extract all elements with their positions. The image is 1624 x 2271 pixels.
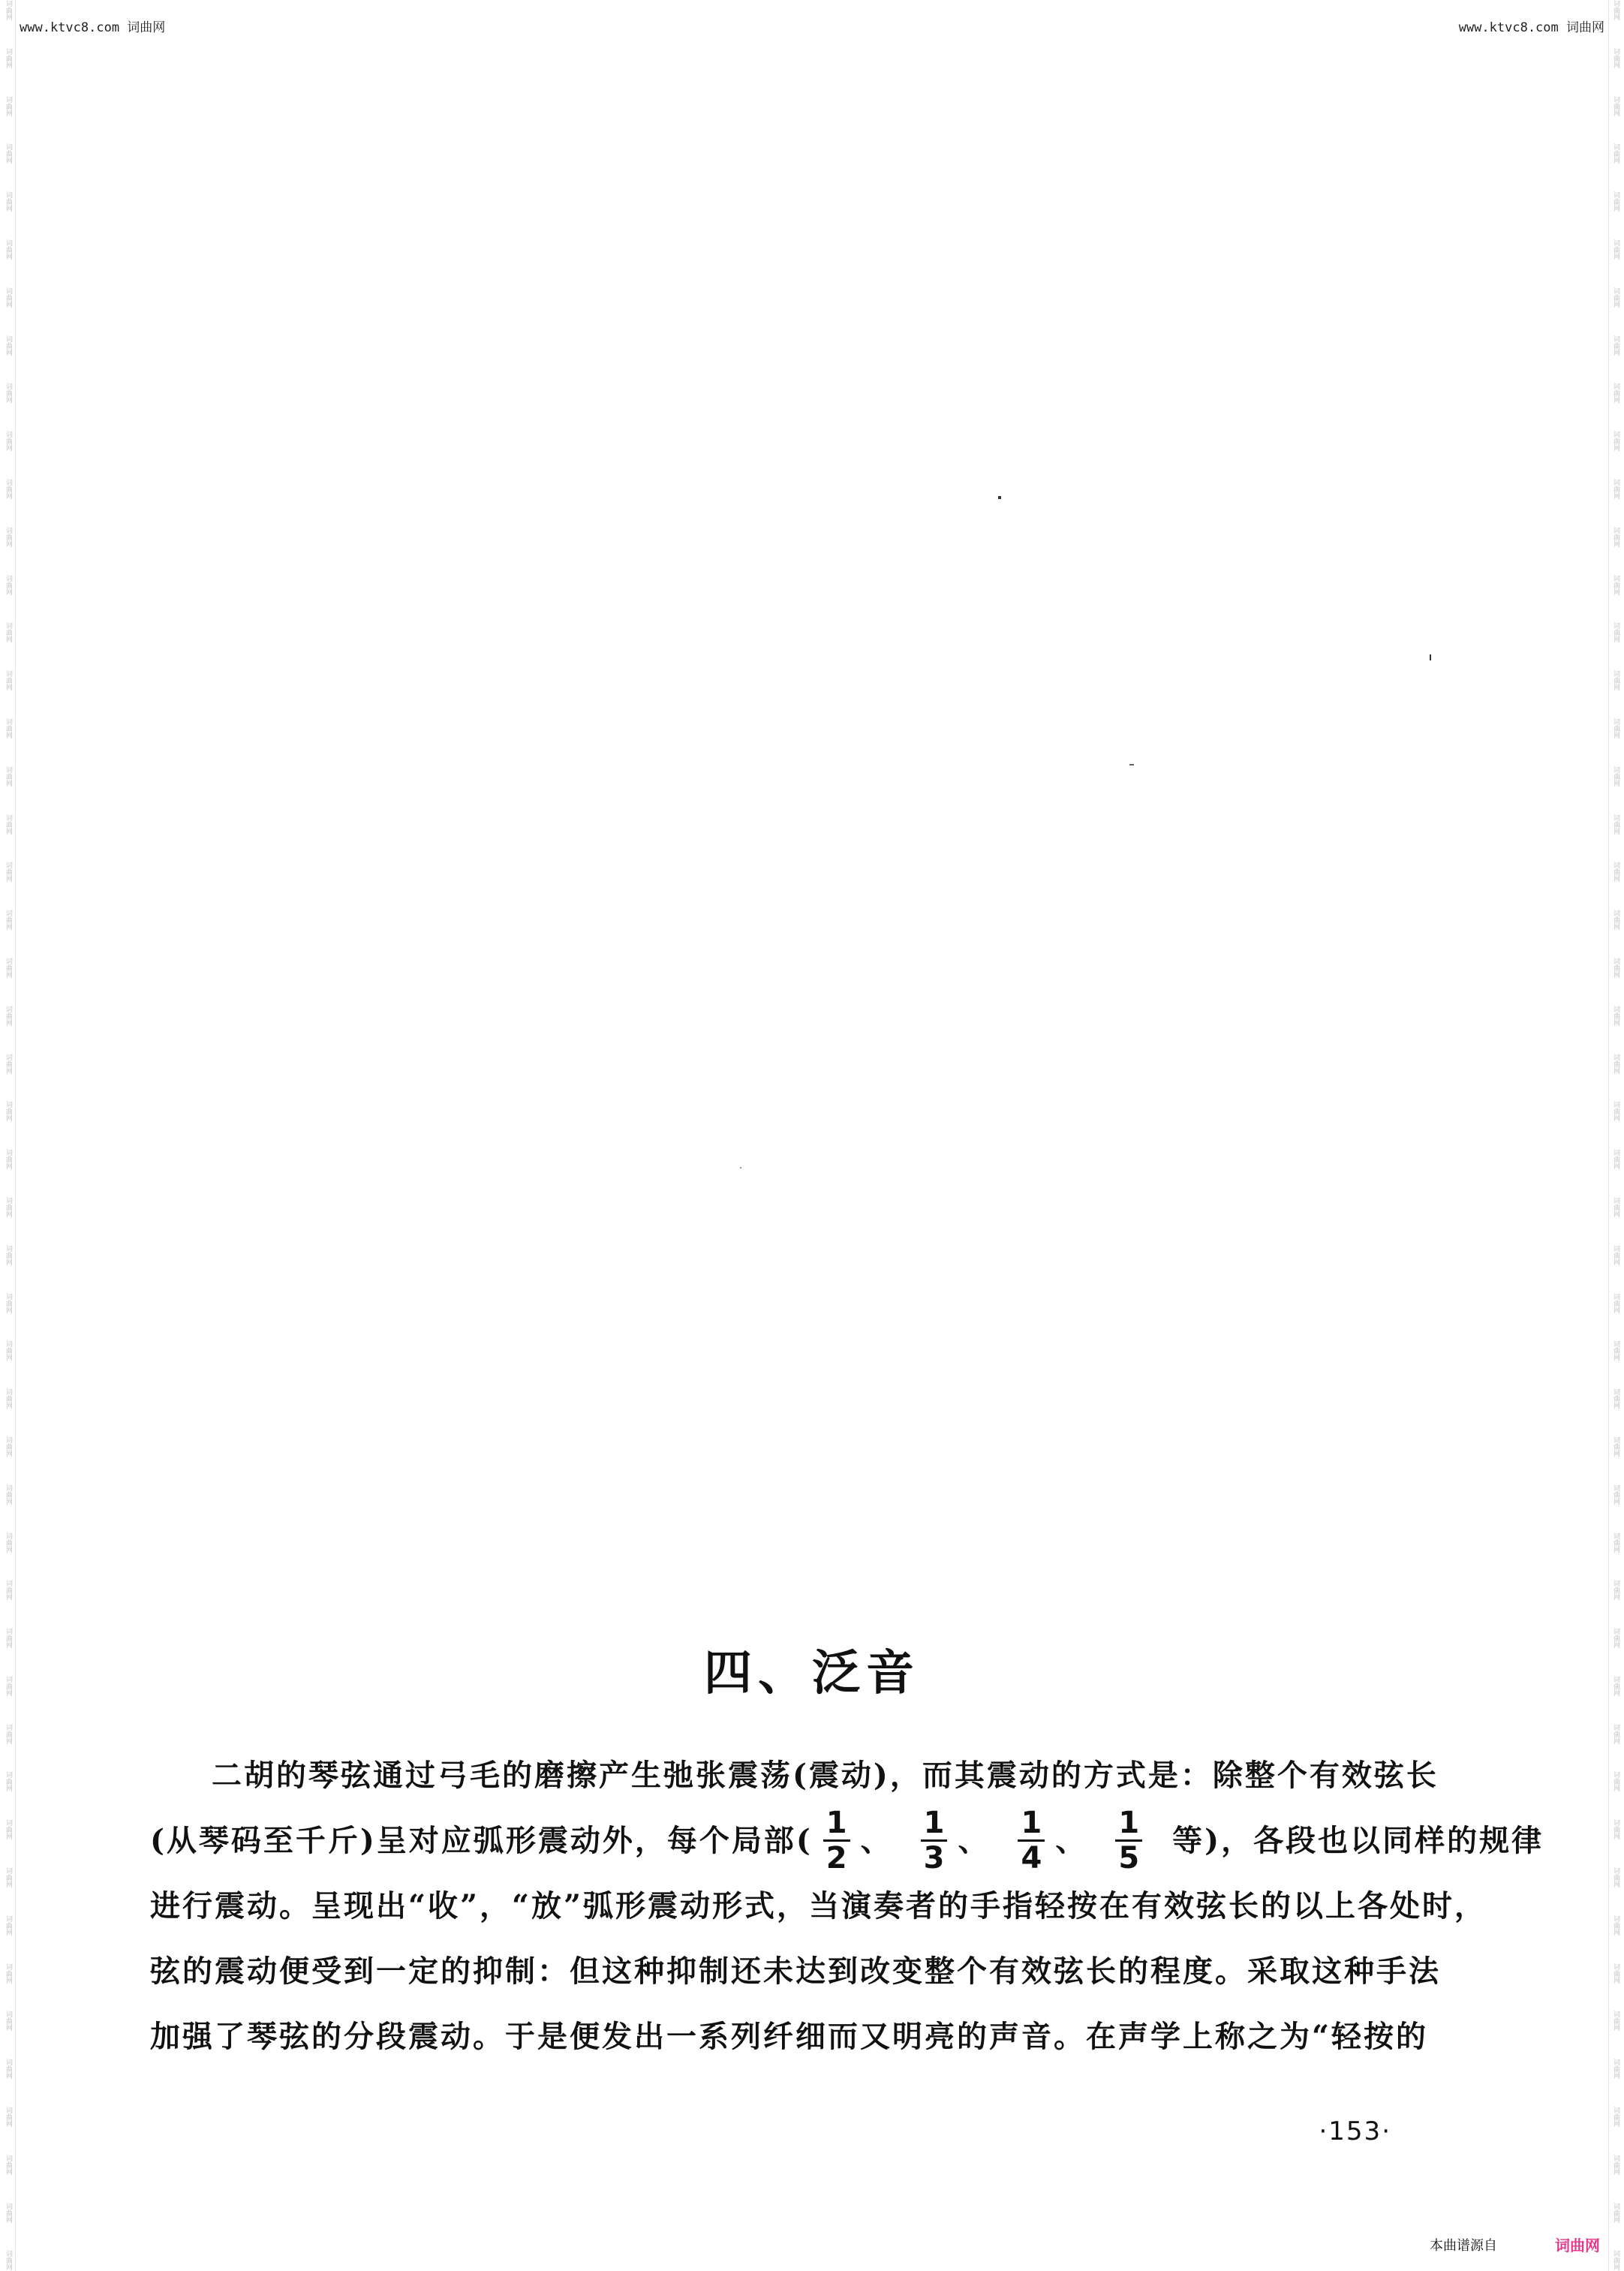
paragraph-line — [150, 2004, 1441, 2069]
watermark-text: 词曲网 — [1612, 814, 1619, 835]
watermark-text: 词曲网 — [1612, 1149, 1619, 1170]
watermark-text: 词曲网 — [5, 814, 12, 835]
watermark-text: 词曲网 — [1612, 1196, 1619, 1217]
watermark-text: 词曲网 — [1612, 526, 1619, 547]
watermark-text: 词曲网 — [1612, 478, 1619, 499]
watermark-text: 词曲网 — [5, 1244, 12, 1265]
watermark-text: 词曲网 — [1612, 239, 1619, 260]
watermark-text: 词曲网 — [5, 2250, 12, 2271]
watermark-text: 词曲网 — [1612, 143, 1619, 164]
fraction-separator: 、 — [860, 1823, 891, 1858]
watermark-text: 词曲网 — [1612, 431, 1619, 452]
watermark-text: 词曲网 — [5, 1388, 12, 1409]
watermark-text: 词曲网 — [5, 1149, 12, 1170]
watermark-text: 词曲网 — [5, 2059, 12, 2080]
watermark-text: 词曲网 — [1612, 1292, 1619, 1313]
watermark-text: 词曲网 — [1612, 1053, 1619, 1074]
header-site-left[interactable]: www.ktvc8.com 词曲网 — [20, 20, 166, 35]
right-watermark-strip — [1608, 0, 1622, 2271]
page-number: ·153· — [1319, 2116, 1391, 2146]
fraction-separator: 、 — [1055, 1823, 1086, 1858]
watermark-text: 词曲网 — [5, 2011, 12, 2032]
watermark-text: 词曲网 — [1612, 1915, 1619, 1936]
watermark-text: 词曲网 — [5, 1675, 12, 1696]
watermark-text: 词曲网 — [5, 191, 12, 212]
watermark-text: 词曲网 — [1612, 1005, 1619, 1026]
fraction-separator: 、 — [958, 1823, 988, 1858]
watermark-text: 词曲网 — [1612, 1484, 1619, 1505]
header-site-right[interactable]: www.ktvc8.com 词曲网 — [1458, 20, 1604, 35]
watermark-text: 词曲网 — [1612, 1244, 1619, 1265]
fraction-numerator: 1 — [1018, 1806, 1045, 1842]
fraction-denominator: 3 — [923, 1841, 945, 1875]
watermark-text: 词曲网 — [5, 335, 12, 356]
watermark-text: 词曲网 — [1612, 2154, 1619, 2175]
watermark-text: 词曲网 — [1612, 2202, 1619, 2223]
watermark-text: 词曲网 — [1612, 766, 1619, 787]
watermark-text: 词曲网 — [1612, 287, 1619, 308]
watermark-text: 词曲网 — [5, 1436, 12, 1457]
watermark-text: 词曲网 — [5, 526, 12, 547]
watermark-text: 词曲网 — [1612, 95, 1619, 116]
watermark-text: 词曲网 — [1612, 2107, 1619, 2128]
fraction-numerator: 1 — [1115, 1806, 1142, 1842]
fraction — [921, 1806, 948, 1875]
footer-source-label: 本曲谱源自 — [1430, 2238, 1497, 2254]
paragraph-line-text: 等)，各段也以同样的规律 — [1172, 1823, 1544, 1858]
paragraph-line-text: 弦的震动便受到一定的抑制：但这种抑制还未达到改变整个有效弦长的程度。采取这种手法 — [150, 1954, 1441, 1989]
section-title: 四、泛音 — [704, 1646, 920, 1701]
watermark-text: 词曲网 — [5, 622, 12, 643]
watermark-text: 词曲网 — [1612, 335, 1619, 356]
watermark-text: 词曲网 — [1612, 957, 1619, 978]
watermark-text: 词曲网 — [5, 2107, 12, 2128]
watermark-text: 词曲网 — [1612, 910, 1619, 931]
watermark-text: 词曲网 — [5, 1963, 12, 1984]
watermark-text: 词曲网 — [5, 239, 12, 260]
watermark-text: 词曲网 — [1612, 1580, 1619, 1601]
watermark-text: 词曲网 — [1612, 2011, 1619, 2032]
watermark-text: 词曲网 — [5, 1005, 12, 1026]
watermark-text: 词曲网 — [5, 766, 12, 787]
fraction-numerator: 1 — [921, 1806, 948, 1842]
watermark-text: 词曲网 — [5, 383, 12, 404]
watermark-text: 词曲网 — [5, 1628, 12, 1649]
watermark-text: 词曲网 — [1612, 717, 1619, 738]
watermark-text: 词曲网 — [1612, 622, 1619, 643]
watermark-text: 词曲网 — [5, 431, 12, 452]
watermark-text: 词曲网 — [5, 1292, 12, 1313]
scan-speck — [740, 1167, 741, 1169]
fraction-list — [813, 1806, 1172, 1875]
watermark-text: 词曲网 — [5, 670, 12, 691]
watermark-text: 词曲网 — [1612, 1340, 1619, 1361]
watermark-text: 词曲网 — [1612, 574, 1619, 595]
watermark-text: 词曲网 — [5, 95, 12, 116]
watermark-text: 词曲网 — [1612, 2250, 1619, 2271]
fraction-denominator: 2 — [826, 1841, 847, 1875]
watermark-text: 词曲网 — [1612, 2059, 1619, 2080]
watermark-text: 词曲网 — [5, 47, 12, 68]
body-paragraph — [150, 1743, 1544, 2069]
watermark-text: 词曲网 — [5, 1867, 12, 1888]
scan-speck — [998, 496, 1001, 499]
footer-site-logo[interactable]: 词曲网 — [1555, 2236, 1600, 2254]
watermark-text: 词曲网 — [5, 143, 12, 164]
watermark-text: 词曲网 — [1612, 1532, 1619, 1553]
watermark-text: 词曲网 — [5, 1771, 12, 1792]
watermark-text: 词曲网 — [5, 910, 12, 931]
watermark-text: 词曲网 — [1612, 1819, 1619, 1840]
paragraph-line — [150, 1939, 1441, 2004]
fraction-numerator: 1 — [823, 1806, 850, 1842]
watermark-text: 词曲网 — [5, 2154, 12, 2175]
watermark-text: 词曲网 — [5, 1196, 12, 1217]
watermark-text: 词曲网 — [1612, 1388, 1619, 1409]
watermark-text: 词曲网 — [1612, 383, 1619, 404]
watermark-text: 词曲网 — [5, 717, 12, 738]
watermark-text: 词曲网 — [5, 1053, 12, 1074]
watermark-text: 词曲网 — [1612, 1628, 1619, 1649]
scan-speck — [1430, 654, 1431, 660]
fraction — [1018, 1806, 1045, 1875]
paragraph-line-text: 二胡的琴弦通过弓毛的磨擦产生弛张震荡(震动)，而其震动的方式是：除整个有效弦长 — [212, 1758, 1439, 1793]
fraction — [823, 1806, 850, 1875]
watermark-text: 词曲网 — [5, 1101, 12, 1122]
watermark-text: 词曲网 — [5, 957, 12, 978]
watermark-text: 词曲网 — [5, 1723, 12, 1744]
paragraph-line-text: 进行震动。呈现出“收”，“放”弧形震动形式，当演奏者的手指轻按在有效弦长的以上各处时， — [150, 1888, 1487, 1924]
paragraph-line-text: 加强了琴弦的分段震动。于是便发出一系列纤细而又明亮的声音。在声学上称之为“轻按的 — [150, 2019, 1429, 2054]
paragraph-line-with-fractions — [150, 1806, 1544, 1875]
watermark-text: 词曲网 — [5, 1484, 12, 1505]
watermark-text: 词曲网 — [1612, 670, 1619, 691]
watermark-text: 词曲网 — [1612, 1675, 1619, 1696]
watermark-text: 词曲网 — [1612, 191, 1619, 212]
watermark-text: 词曲网 — [5, 1819, 12, 1840]
fraction-denominator: 4 — [1021, 1841, 1042, 1875]
watermark-text: 词曲网 — [5, 574, 12, 595]
fraction — [1115, 1806, 1142, 1875]
watermark-text: 词曲网 — [5, 287, 12, 308]
watermark-text: 词曲网 — [1612, 1867, 1619, 1888]
watermark-text: 词曲网 — [5, 2202, 12, 2223]
watermark-text: 词曲网 — [5, 0, 12, 20]
watermark-text: 词曲网 — [1612, 1101, 1619, 1122]
left-watermark-strip — [2, 0, 16, 2271]
watermark-text: 词曲网 — [5, 1915, 12, 1936]
watermark-text: 词曲网 — [1612, 1436, 1619, 1457]
watermark-text: 词曲网 — [5, 1532, 12, 1553]
watermark-text: 词曲网 — [5, 478, 12, 499]
watermark-text: 词曲网 — [5, 862, 12, 883]
watermark-text: 词曲网 — [5, 1340, 12, 1361]
watermark-text: 词曲网 — [1612, 1771, 1619, 1792]
watermark-text: 词曲网 — [1612, 862, 1619, 883]
watermark-text: 词曲网 — [1612, 47, 1619, 68]
watermark-text: 词曲网 — [1612, 0, 1619, 20]
fraction-denominator: 5 — [1118, 1841, 1140, 1875]
watermark-text: 词曲网 — [1612, 1963, 1619, 1984]
paragraph-line — [150, 1743, 1441, 1808]
paragraph-line-text: (从琴码至千斤)呈对应弧形震动外，每个局部( — [150, 1823, 813, 1858]
watermark-text: 词曲网 — [1612, 1723, 1619, 1744]
paragraph-line — [150, 1873, 1487, 1939]
watermark-text: 词曲网 — [5, 1580, 12, 1601]
scan-speck — [1129, 764, 1134, 766]
